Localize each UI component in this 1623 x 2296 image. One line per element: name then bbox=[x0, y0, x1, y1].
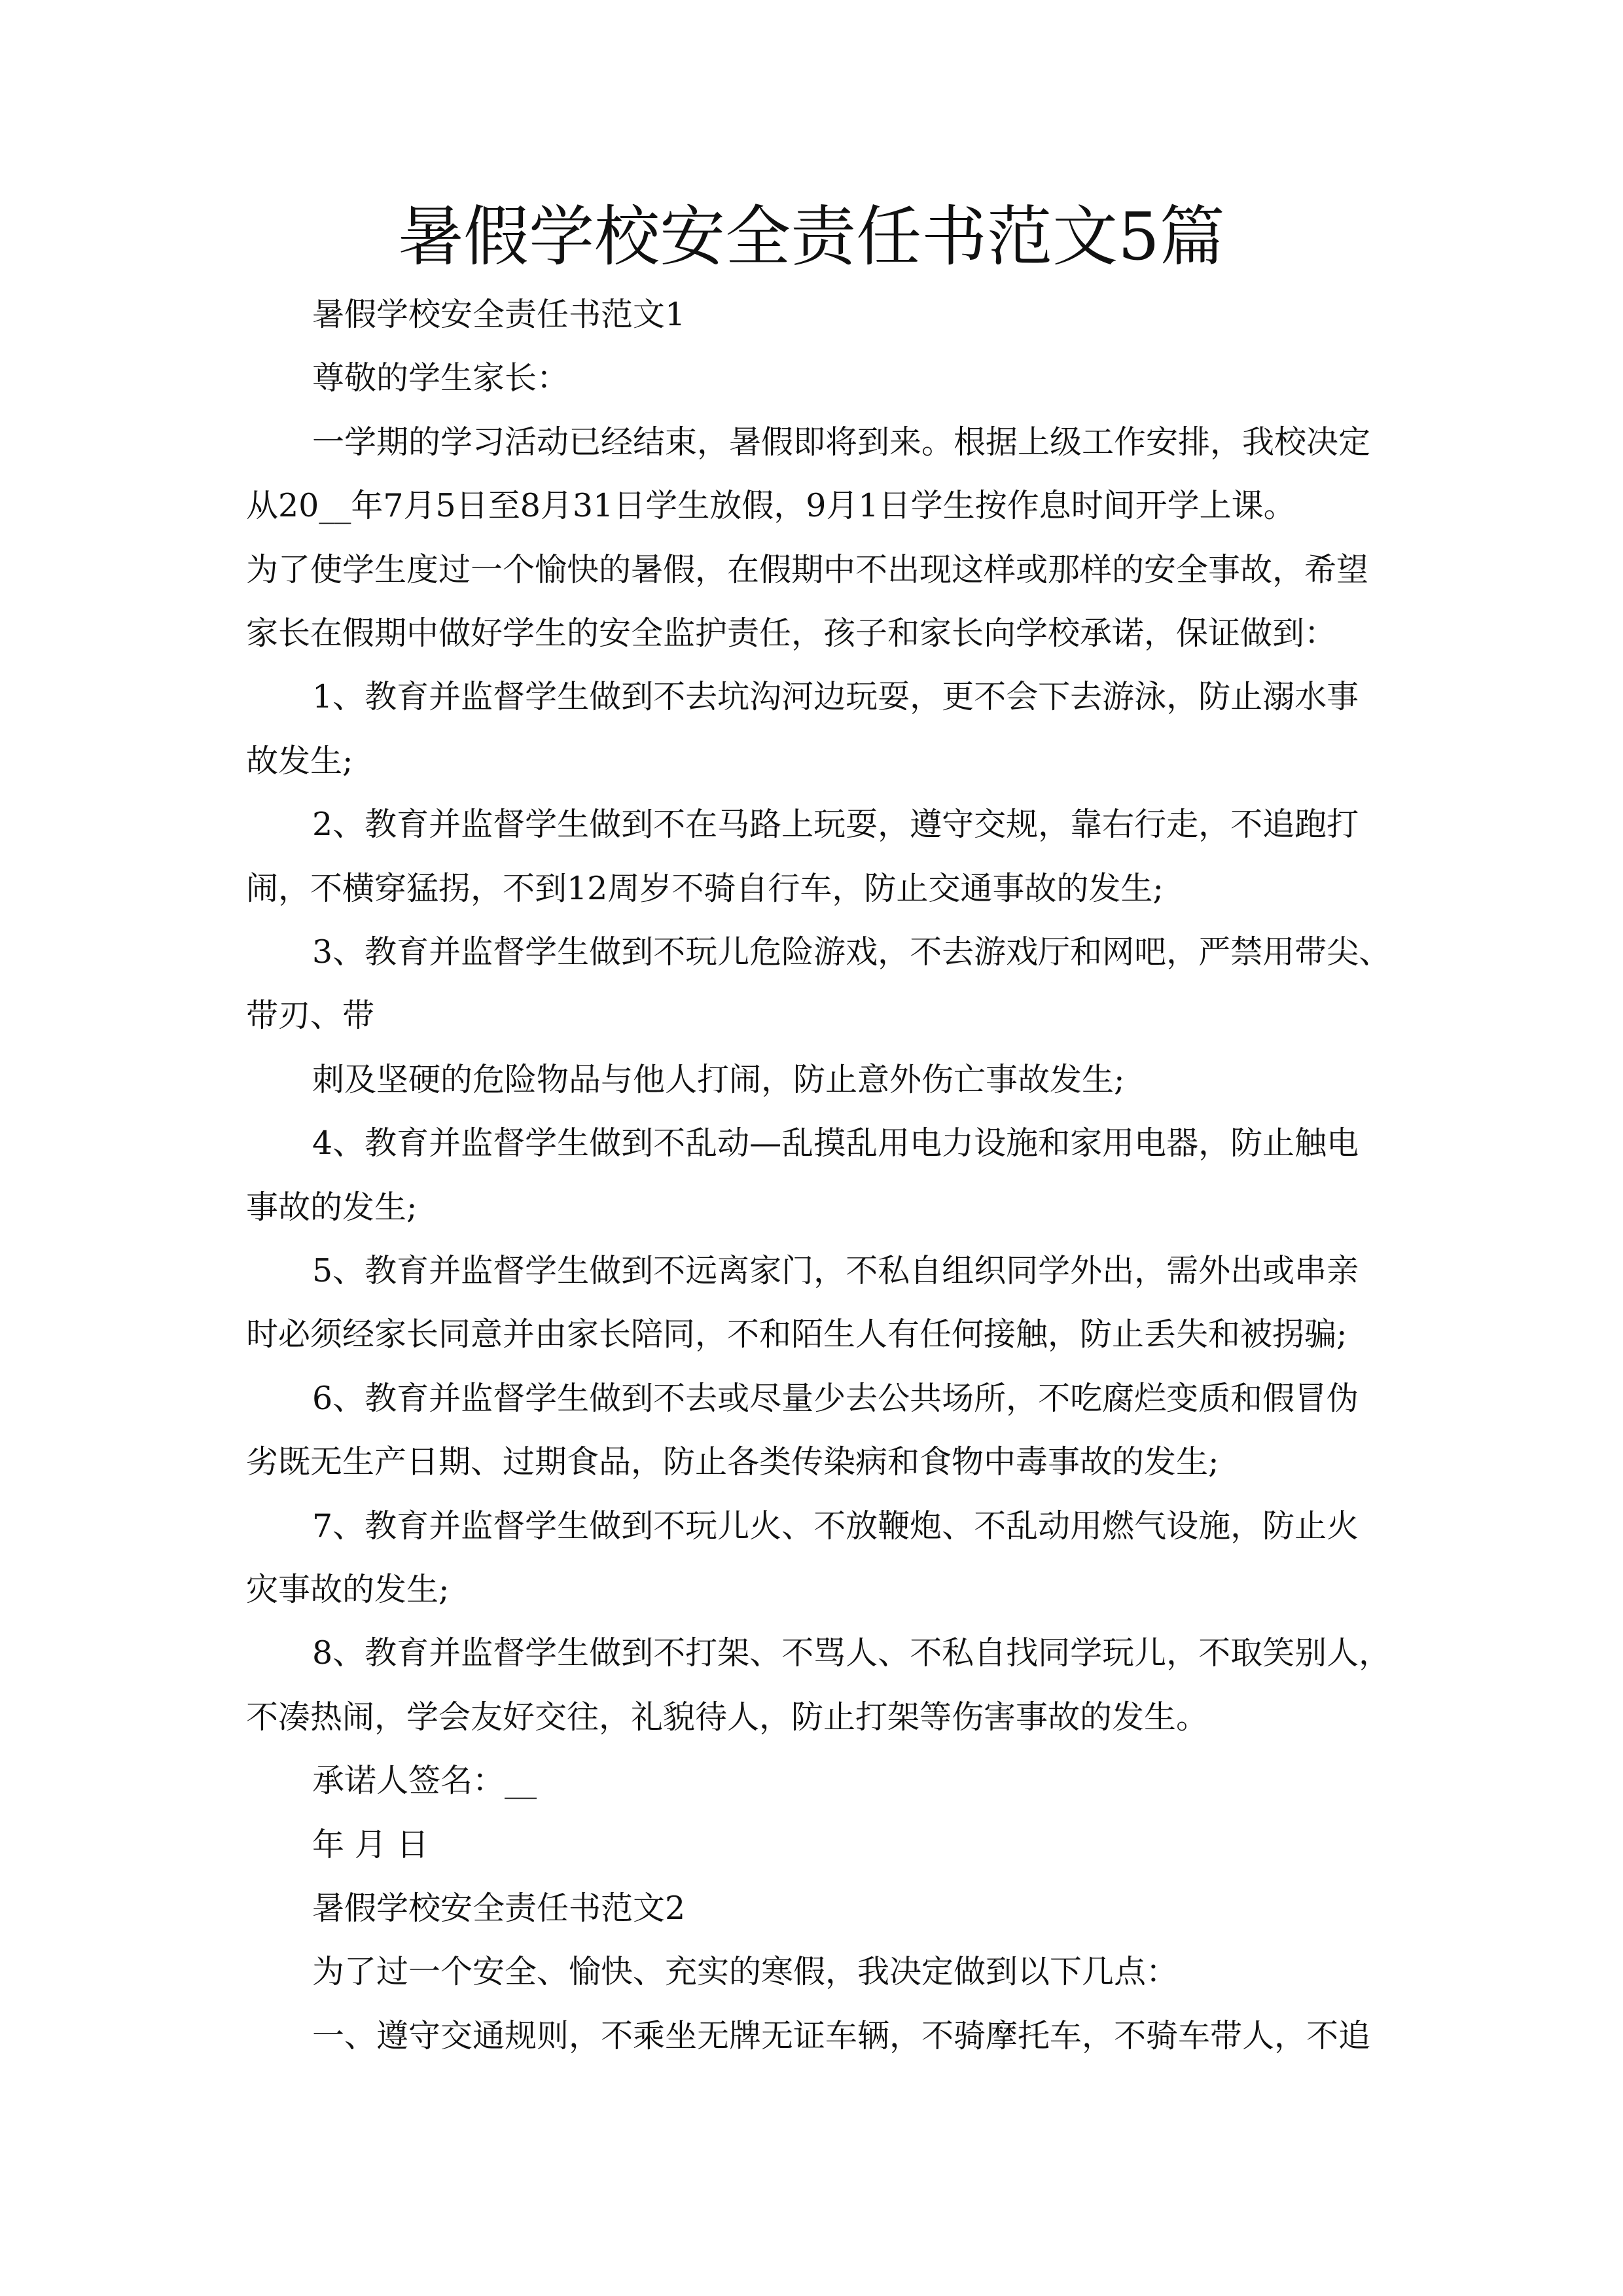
paragraph-line: 4、教育并监督学生做到不乱动—乱摸乱用电力设施和家用电器，防止触电 bbox=[312, 1124, 1359, 1162]
paragraph-line: 时必须经家长同意并由家长陪同，不和陌生人有任何接触，防止丢失和被拐骗; bbox=[246, 1316, 1347, 1354]
paragraph-line: 不凑热闹，学会友好交往，礼貌待人，防止打架等伤害事故的发生。 bbox=[246, 1698, 1209, 1736]
paragraph-line: 劣既无生产日期、过期食品，防止各类传染病和食物中毒事故的发生; bbox=[246, 1443, 1219, 1481]
paragraph-line: 为了使学生度过一个愉快的暑假，在假期中不出现这样或那样的安全事故，希望 bbox=[246, 550, 1369, 588]
paragraph-line: 尊敬的学生家长： bbox=[312, 359, 569, 397]
paragraph-line: 带刃、带 bbox=[246, 997, 375, 1035]
paragraph-line: 7、教育并监督学生做到不玩儿火、不放鞭炮、不乱动用燃气设施，防止火 bbox=[312, 1507, 1359, 1545]
paragraph-line: 一、遵守交通规则，不乘坐无牌无证车辆，不骑摩托车，不骑车带人，不追 bbox=[312, 2017, 1371, 2054]
paragraph-line: 故发生; bbox=[246, 742, 353, 780]
paragraph-line: 灾事故的发生; bbox=[246, 1571, 450, 1608]
paragraph-line: 为了过一个安全、愉快、充实的寒假，我决定做到以下几点： bbox=[312, 1953, 1179, 1991]
paragraph-line: 3、教育并监督学生做到不玩儿危险游戏，不去游戏厅和网吧，严禁用带尖、 bbox=[312, 933, 1391, 971]
paragraph-line: 刺及坚硬的危险物品与他人打闹，防止意外伤亡事故发生; bbox=[312, 1060, 1125, 1098]
paragraph-line: 5、教育并监督学生做到不远离家门，不私自组织同学外出，需外出或串亲 bbox=[312, 1252, 1359, 1289]
paragraph-line: 1、教育并监督学生做到不去坑沟河边玩耍，更不会下去游泳，防止溺水事 bbox=[312, 678, 1359, 716]
paragraph-line: 2、教育并监督学生做到不在马路上玩耍，遵守交规，靠右行走，不追跑打 bbox=[312, 806, 1359, 844]
paragraph-line: 承诺人签名：__ bbox=[312, 1762, 537, 1800]
paragraph-line: 从20__年7月5日至8月31日学生放假，9月1日学生按作息时间开学上课。 bbox=[246, 487, 1296, 525]
paragraph-line: 暑假学校安全责任书范文1 bbox=[312, 296, 686, 333]
paragraph-line: 家长在假期中做好学生的安全监护责任，孩子和家长向学校承诺，保证做到： bbox=[246, 615, 1337, 652]
paragraph-line: 事故的发生; bbox=[246, 1188, 418, 1226]
paragraph-line: 一学期的学习活动已经结束，暑假即将到来。根据上级工作安排，我校决定 bbox=[312, 423, 1371, 461]
document-title: 暑假学校安全责任书范文5篇 bbox=[398, 198, 1225, 275]
paragraph-line: 年 月 日 bbox=[312, 1825, 429, 1863]
paragraph-line: 闹，不横穿猛拐，不到12周岁不骑自行车，防止交通事故的发生; bbox=[246, 869, 1164, 907]
paragraph-line: 8、教育并监督学生做到不打架、不骂人、不私自找同学玩儿，不取笑别人， bbox=[312, 1634, 1391, 1672]
paragraph-line: 暑假学校安全责任书范文2 bbox=[312, 1890, 686, 1927]
paragraph-line: 6、教育并监督学生做到不去或尽量少去公共场所，不吃腐烂变质和假冒伪 bbox=[312, 1379, 1359, 1417]
